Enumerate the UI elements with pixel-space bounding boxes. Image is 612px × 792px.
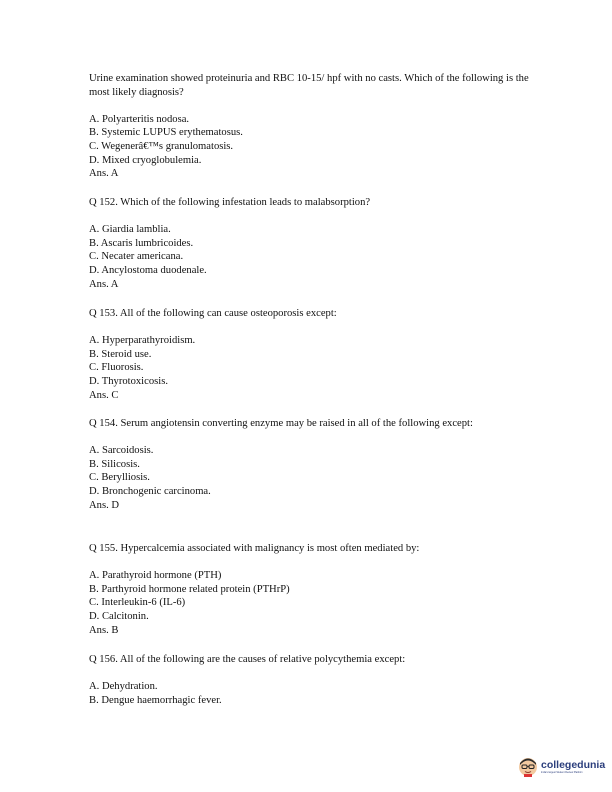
question-block-152 bbox=[89, 196, 529, 291]
option-d: D. Mixed cryoglobulemia. bbox=[89, 154, 202, 166]
question-text: Q 153. All of the following can cause osteoporosis except: bbox=[89, 308, 337, 319]
option-c: C. Necater americana. bbox=[89, 251, 184, 263]
answer-text: Ans. A bbox=[89, 278, 119, 290]
options-list bbox=[89, 334, 529, 402]
options-list bbox=[89, 569, 529, 637]
question-block-156 bbox=[89, 653, 529, 707]
option-b: B. Dengue haemorrhagic fever. bbox=[89, 694, 222, 706]
option-b: B. Ascaris lumbricoides. bbox=[89, 237, 194, 249]
option-b: B. Systemic LUPUS erythematosus. bbox=[89, 127, 243, 139]
question-text: Q 152. Which of the following infestation leads to malabsorption? bbox=[89, 197, 371, 208]
option-a: A. Giardia lamblia. bbox=[89, 224, 171, 236]
option-a: A. Polyarteritis nodosa. bbox=[89, 113, 190, 125]
logo-name: collegedunia bbox=[541, 758, 606, 771]
logo-text bbox=[541, 760, 605, 775]
option-a: A. Dehydration. bbox=[89, 681, 158, 693]
option-c: C. Interleukin-6 (IL-6) bbox=[89, 597, 186, 609]
option-d: D. Calcitonin. bbox=[89, 610, 149, 622]
answer-text: Ans. A bbox=[89, 168, 119, 180]
option-a: A. Parathyroid hormone (PTH) bbox=[89, 570, 222, 582]
options-list bbox=[89, 444, 529, 512]
answer-text: Ans. D bbox=[89, 499, 120, 511]
option-d: D. Bronchogenic carcinoma. bbox=[89, 485, 211, 497]
question-block-154 bbox=[89, 417, 529, 512]
option-c: C. Wegenerâ€™s granulomatosis. bbox=[89, 140, 234, 152]
mascot-icon bbox=[518, 757, 538, 777]
option-b: B. Steroid use. bbox=[89, 348, 152, 360]
option-a: A. Sarcoidosis. bbox=[89, 445, 154, 457]
logo-tagline: India's largest Student Review Platform bbox=[541, 771, 583, 775]
option-c: C. Fluorosis. bbox=[89, 362, 144, 374]
collegedunia-logo bbox=[518, 756, 608, 778]
answer-text: Ans. C bbox=[89, 389, 119, 401]
question-text: Q 155. Hypercalcemia associated with malignancy is most often mediated by: bbox=[89, 543, 420, 554]
question-text: Urine examination showed proteinuria and RBC 10-15/ hpf with no casts. Which of the following is the most likely diagnosis? bbox=[89, 73, 529, 98]
question-block-intro bbox=[89, 72, 529, 181]
question-text: Q 154. Serum angiotensin converting enzyme may be raised in all of the following except: bbox=[89, 418, 473, 429]
question-block-153 bbox=[89, 307, 529, 402]
option-a: A. Hyperparathyroidism. bbox=[89, 335, 196, 347]
question-text: Q 156. All of the following are the causes of relative polycythemia except: bbox=[89, 654, 406, 665]
options-list bbox=[89, 223, 529, 291]
option-b: B. Parthyroid hormone related protein (PTHrP) bbox=[89, 583, 290, 595]
option-d: D. Ancylostoma duodenale. bbox=[89, 264, 207, 276]
options-list bbox=[89, 113, 529, 181]
option-d: D. Thyrotoxicosis. bbox=[89, 375, 168, 387]
question-block-155 bbox=[89, 542, 529, 637]
answer-text: Ans. B bbox=[89, 624, 119, 636]
options-list bbox=[89, 680, 529, 707]
option-c: C. Berylliosis. bbox=[89, 472, 150, 484]
option-b: B. Silicosis. bbox=[89, 458, 140, 470]
